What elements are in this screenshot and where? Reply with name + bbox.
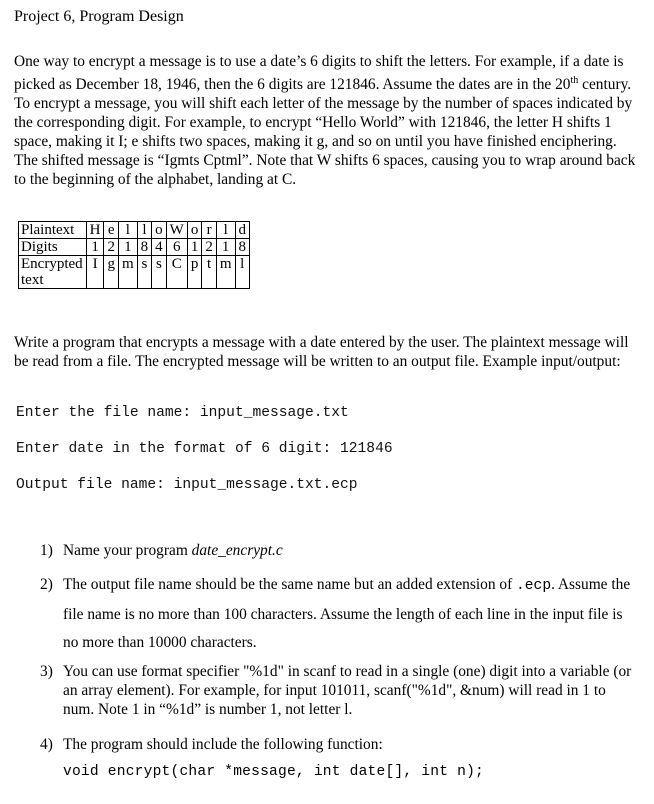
encrypted-row xyxy=(19,256,250,289)
plaintext-label: Plaintext xyxy=(19,222,87,239)
digit-cell: 1 xyxy=(86,239,104,256)
requirements-list-b xyxy=(40,736,636,781)
plaintext-cell: o xyxy=(152,222,167,239)
requirement-3 xyxy=(40,662,636,719)
digit-cell: 6 xyxy=(166,239,187,256)
plaintext-cell: o xyxy=(187,222,202,239)
requirement-2-number: 2) xyxy=(40,576,53,593)
extension-code: .ecp xyxy=(516,578,552,594)
program-filename: date_encrypt.c xyxy=(191,542,283,559)
requirement-1-number: 1) xyxy=(40,542,53,559)
program-description xyxy=(14,333,640,371)
plaintext-cell: l xyxy=(118,222,137,239)
plaintext-row xyxy=(19,222,250,239)
plaintext-cell: W xyxy=(166,222,187,239)
requirement-4-number: 4) xyxy=(40,736,53,753)
plaintext-cell: H xyxy=(86,222,104,239)
requirement-4 xyxy=(40,736,636,754)
requirement-1-text: Name your program xyxy=(63,542,192,559)
example-line-2: Enter date in the format of 6 digit: 121846 xyxy=(16,441,393,457)
requirement-2-text-b: . Assume the file name is no more than 100 characters. Assume the length of each line in the input file is no more than 10000 characters. xyxy=(63,576,631,651)
encrypted-cell: m xyxy=(118,256,137,289)
encrypted-label-line2: text xyxy=(21,272,44,288)
encrypted-cell: C xyxy=(166,256,187,289)
encrypted-cell: m xyxy=(216,256,235,289)
plaintext-cell: l xyxy=(216,222,235,239)
example-line-3: Output file name: input_message.txt.ecp xyxy=(16,477,358,493)
requirement-1 xyxy=(40,542,636,560)
digit-cell: 1 xyxy=(187,239,202,256)
digit-cell: 8 xyxy=(137,239,152,256)
requirement-3-number: 3) xyxy=(40,662,53,680)
encrypted-cell: I xyxy=(86,256,104,289)
digit-cell: 1 xyxy=(118,239,137,256)
intro-text-part2: century. To encrypt a message, you will shift each letter of the message by the number of spaces indicated by the corresponding digit. For example, to encrypt “Hello World” with 121846, the letter H shifts 1 space, making it I; e shifts two spaces, making it g, and so on until you have finished enciphering. The shifted message is “Igmts Cptml”. Note that W shifts 6 spaces, causing you to wrap around back to the beginning of the alphabet, landing at C. xyxy=(14,76,636,189)
requirement-3-text: You can use format specifier "%1d" in scanf to read in a single (one) digit into a variable (or an array element). For example, for input 101011, scanf("%1d", &num) will read in 1 to num. Note 1 in “%1d” is number 1, not letter l. xyxy=(63,662,632,718)
digits-row xyxy=(19,239,250,256)
encrypted-cell: p xyxy=(187,256,202,289)
digit-cell: 8 xyxy=(235,239,250,256)
encryption-table xyxy=(18,221,250,289)
encrypted-cell: s xyxy=(152,256,167,289)
encrypted-cell: s xyxy=(137,256,152,289)
digit-cell: 4 xyxy=(152,239,167,256)
plaintext-cell: e xyxy=(104,222,119,239)
encrypted-label xyxy=(19,256,87,289)
plaintext-cell: r xyxy=(202,222,217,239)
function-signature: void encrypt(char *message, int date[], int n); xyxy=(63,764,485,780)
intro-text-part1: One way to encrypt a message is to use a date’s 6 digits to shift the letters. For example, if a date is picked as December 18, 1946, then the 6 digits are 121846. Assume the dates are in the 20 xyxy=(14,53,624,94)
plaintext-cell: l xyxy=(137,222,152,239)
intro-paragraph xyxy=(14,52,640,189)
requirement-2-text-a: The output file name should be the same name but an added extension of xyxy=(63,576,517,593)
intro-superscript: th xyxy=(570,75,579,86)
digit-cell: 1 xyxy=(216,239,235,256)
requirement-2 xyxy=(40,571,636,658)
page-title: Project 6, Program Design xyxy=(14,8,184,25)
example-line-1: Enter the file name: input_message.txt xyxy=(16,405,349,421)
encrypted-cell: t xyxy=(202,256,217,289)
digit-cell: 2 xyxy=(202,239,217,256)
plaintext-cell: d xyxy=(235,222,250,239)
requirements-list-a xyxy=(40,542,636,719)
encrypted-label-line1: Encrypted xyxy=(21,256,83,272)
program-description-text: Write a program that encrypts a message with a date entered by the user. The plaintext message will be read from a file. The encrypted message will be written to an output file. Example input/output: xyxy=(14,334,629,370)
encrypted-cell: l xyxy=(235,256,250,289)
digit-cell: 2 xyxy=(104,239,119,256)
requirement-4-text: The program should include the following function: xyxy=(63,736,383,753)
digits-label: Digits xyxy=(19,239,87,256)
encrypted-cell: g xyxy=(104,256,119,289)
